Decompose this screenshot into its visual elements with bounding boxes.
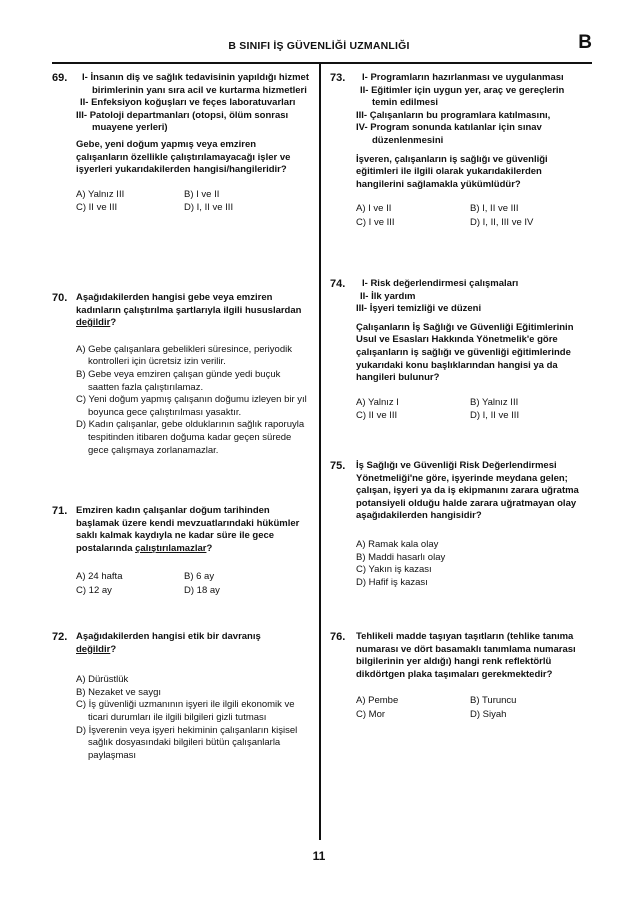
- option-b[interactable]: B) 6 ay: [184, 571, 215, 583]
- booklet-letter: B: [578, 32, 592, 53]
- stem-end: ?: [110, 317, 117, 329]
- option-c[interactable]: C) Yeni doğum yapmış çalışanın doğumu izleyen bir yıl boyunca gece çalıştırılması yasaktır.: [76, 394, 307, 418]
- stem-underlined: çalıştırılamazlar: [135, 542, 207, 554]
- question-number: 70.: [52, 292, 68, 304]
- option-a[interactable]: A) 24 hafta: [76, 571, 123, 583]
- question-number: 74.: [330, 278, 346, 290]
- question-stem: Tehlikeli madde taşıyan taşıtların (tehlike tanıma numarası ve dört basamaklı tanımlama numarası bilgilerinin yer aldığı) hangi renk reflektörlü dikdörtgen plaka taşımaları gerekmektedir?: [356, 631, 576, 680]
- option-c[interactable]: C) Mor: [356, 708, 386, 720]
- question-number: 71.: [52, 505, 68, 517]
- question-number: 76.: [330, 631, 346, 643]
- question-71: [52, 505, 310, 598]
- header-rule: [52, 62, 592, 64]
- question-stem: [76, 631, 310, 656]
- question-stem: [76, 292, 310, 330]
- option-b[interactable]: B) Maddi hasarlı olay: [356, 551, 446, 563]
- stem-text: Emziren kadın çalışanlar doğum tarihinden başlamak üzere kendi mevzuatlarındaki hükümler saklı kalmak kaydıyla ne kadar süre ile gece postalarında: [76, 505, 300, 554]
- premise-item: III- İşyeri temizliği ve düzeni: [356, 303, 482, 315]
- option-b[interactable]: B) Yalnız III: [470, 396, 519, 408]
- question-number: 75.: [330, 460, 346, 472]
- option-a[interactable]: A) Yalnız III: [76, 188, 125, 200]
- question-73: [330, 72, 592, 230]
- stem-text: Aşağıdakilerden hangisi gebe veya emziren kadınların çalıştırılma şartlarıyla ilgili hususlardan: [76, 292, 302, 316]
- option-b[interactable]: B) Gebe veya emziren çalışan günde yedi buçuk saatten fazla çalıştırılamaz.: [76, 368, 281, 393]
- question-74: [330, 278, 592, 423]
- question-70: [52, 292, 310, 457]
- stem-underlined: değildir: [76, 317, 111, 329]
- premise-item: II- Enfeksiyon koğuşları ve feçes laboratuvarları: [80, 97, 296, 109]
- answer-options: [76, 344, 310, 457]
- option-d[interactable]: D) Siyah: [470, 708, 507, 720]
- premise-item: I- Programların hazırlanması ve uygulanması: [362, 72, 564, 83]
- stem-text: Aşağıdakilerden hangisi etik bir davranış: [76, 631, 261, 642]
- option-d[interactable]: D) I, II, III ve IV: [470, 216, 534, 228]
- column-divider: [319, 62, 321, 840]
- question-69: [52, 72, 310, 215]
- option-d[interactable]: D) 18 ay: [184, 584, 220, 596]
- exam-title: B SINIFI İŞ GÜVENLİĞİ UZMANLIĞI: [228, 40, 410, 52]
- question-stem: Gebe, yeni doğum yapmış veya emziren çalışanların özellikle çalıştırılamayacağı işler ve işyerleri yukarıdakilerden hangisi/hangileridir?: [76, 138, 291, 176]
- question-stem: İşveren, çalışanların iş sağlığı ve güvenliği eğitimleri ile ilgili olarak yukarıdakilerden hangilerini sağlamakla yükümlüdür?: [356, 153, 548, 190]
- option-c[interactable]: C) Yakın iş kazası: [356, 564, 432, 576]
- question-stem: [76, 505, 310, 555]
- premise-item: IV- Program sonunda katılanlar için sınav düzenlenmesini: [356, 122, 542, 146]
- answer-options: [76, 571, 310, 597]
- option-b[interactable]: B) Nezaket ve saygı: [76, 686, 162, 698]
- stem-end: ?: [206, 542, 213, 554]
- option-a[interactable]: A) Dürüstlük: [76, 674, 129, 686]
- option-a[interactable]: A) Gebe çalışanlara gebelikleri süresince, periyodik kontrolleri için ücretsiz izin verilir.: [76, 343, 292, 368]
- question-stem: Çalışanların İş Sağlığı ve Güvenliği Eğitimlerinin Usul ve Esasları Hakkında Yönetmelik'e göre çalışanların iş sağlığı ve güvenliği eğitimlerinde yukarıdaki konu başlıklarından hangisi ya da hangileri bulunur?: [356, 321, 574, 384]
- page-header: [0, 30, 638, 62]
- option-a[interactable]: A) Ramak kala olay: [356, 538, 439, 550]
- premise-item: I- Risk değerlendirmesi çalışmaları: [362, 278, 519, 289]
- question-75: [330, 460, 592, 589]
- question-stem: İş Sağlığı ve Güvenliği Risk Değerlendirmesi Yönetmeliği'ne göre, işyerinde meydana gelen; çalışan, işyeri ya da iş ekipmanını zarara uğratma potansiyeli olduğu halde zarara uğratmayan olay aşağıdakilerden hangisidir?: [356, 460, 579, 522]
- answer-options: [356, 539, 592, 589]
- page-number: 11: [312, 849, 326, 863]
- option-d[interactable]: D) Kadın çalışanlar, gebe olduklarının sağlık raporuyla tespitinden itibaren doğuma kadar geçen sürede gece çalışmaya zorlanamazlar.: [76, 419, 305, 456]
- option-d[interactable]: D) I, II ve III: [470, 410, 520, 422]
- premise-item: III- Patoloji departmanları (otopsi, ölüm sonrası muayene yerleri): [76, 109, 289, 134]
- option-a[interactable]: A) Yalnız I: [356, 396, 399, 408]
- question-number: 72.: [52, 631, 68, 643]
- option-d[interactable]: D) Hafif iş kazası: [356, 576, 428, 588]
- question-number: 73.: [330, 72, 346, 84]
- stem-end: ?: [110, 643, 117, 655]
- premise-item: III- Çalışanların bu programlara katılmasını,: [356, 109, 551, 121]
- premise-item: II- İlk yardım: [360, 290, 416, 302]
- answer-options: [356, 695, 592, 721]
- answer-options: [356, 397, 592, 423]
- option-b[interactable]: B) I ve II: [184, 188, 220, 200]
- question-72: [52, 631, 310, 762]
- option-b[interactable]: B) Turuncu: [470, 695, 517, 707]
- option-a[interactable]: A) I ve II: [356, 203, 392, 215]
- option-a[interactable]: A) Pembe: [356, 695, 399, 707]
- answer-options: [356, 203, 592, 229]
- premise-item: I- İnsanın diş ve sağlık tedavisinin yapıldığı hizmet birimlerinin yanı sıra acil ve kurtarma hizmetleri: [82, 72, 310, 96]
- question-number: 69.: [52, 72, 68, 84]
- option-c[interactable]: C) II ve III: [76, 202, 118, 214]
- option-c[interactable]: C) II ve III: [356, 410, 398, 422]
- premise-item: II- Eğitimler için uygun yer, araç ve gereçlerin temin edilmesi: [360, 84, 565, 109]
- option-c[interactable]: C) 12 ay: [76, 584, 112, 596]
- stem-underlined: değildir: [76, 643, 111, 655]
- answer-options: [76, 189, 310, 215]
- option-b[interactable]: B) I, II ve III: [470, 203, 519, 215]
- option-c[interactable]: C) I ve III: [356, 216, 395, 228]
- question-76: [330, 631, 592, 722]
- option-c[interactable]: C) İş güvenliği uzmanının işyeri ile ilgili ekonomik ve ticari durumları ile ilgili bilgileri gizli tutması: [76, 699, 295, 723]
- option-d[interactable]: D) İşverenin veya işyeri hekiminin çalışanların kişisel sağlık dosyasındaki bilgileri bütün çalışanlarla paylaşması: [76, 724, 298, 761]
- option-d[interactable]: D) I, II ve III: [184, 202, 234, 214]
- answer-options: [76, 674, 310, 762]
